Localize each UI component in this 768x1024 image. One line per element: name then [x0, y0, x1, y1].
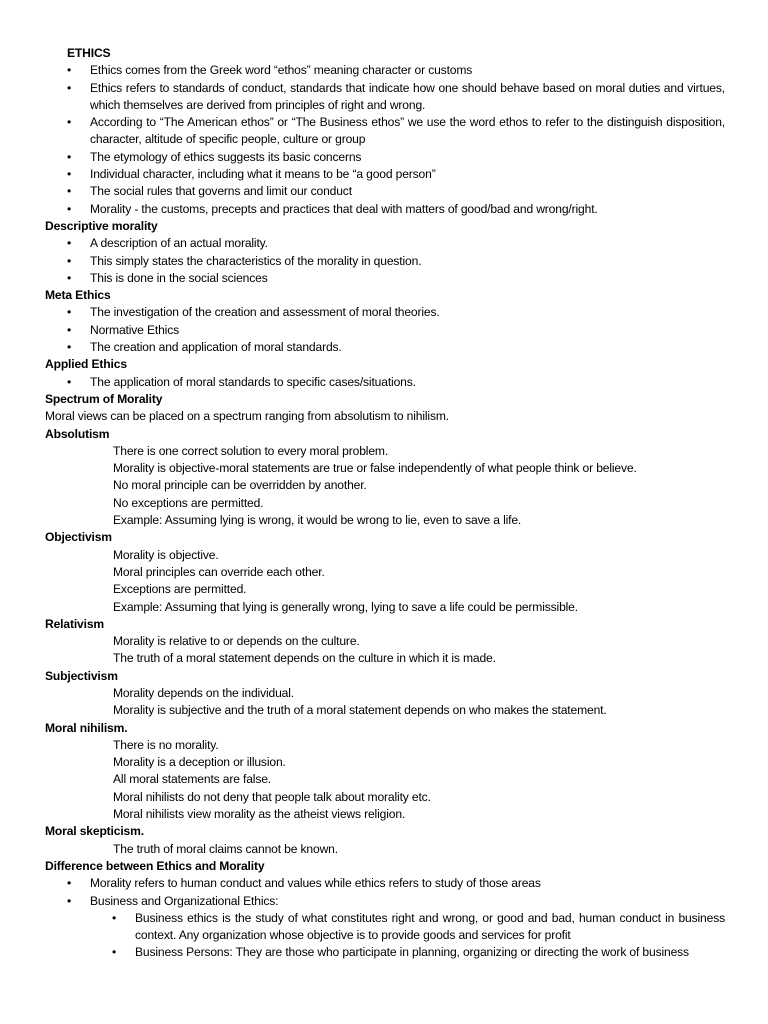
- list-item: • This is done in the social sciences: [45, 270, 725, 287]
- intro-item: • Morality - the customs, precepts and practices that deal with matters of good/bad and wrong/right.: [45, 201, 725, 218]
- intro-item: • Ethics comes from the Greek word “ethos” meaning character or customs: [45, 62, 725, 79]
- section-heading: Difference between Ethics and Morality: [45, 858, 265, 873]
- indented-line: Moral nihilists do not deny that people talk about morality etc.: [113, 789, 431, 804]
- indented-line: Morality is objective-moral statements are true or false independently of what people think or believe.: [113, 461, 637, 476]
- indented-line: Morality is relative to or depends on the culture.: [113, 634, 360, 649]
- bullet-icon: •: [67, 63, 72, 78]
- indented-line: No exceptions are permitted.: [113, 495, 264, 510]
- intro-item: • The etymology of ethics suggests its basic concerns: [45, 149, 725, 166]
- intro-item: • Individual character, including what it means to be “a good person”: [45, 166, 725, 183]
- section-heading: Objectivism: [45, 530, 112, 545]
- intro-item: • Ethics refers to standards of conduct, standards that indicate how one should behave based on moral duties and virtues, which themselves are derived from principles of right and wrong.: [67, 80, 725, 112]
- bullet-icon: •: [67, 322, 72, 337]
- document-body: [45, 45, 725, 962]
- indented-line: Example: Assuming that lying is generally wrong, lying to save a life could be permissible.: [113, 599, 578, 614]
- bullet-icon: •: [112, 910, 117, 925]
- indented-line: There is one correct solution to every moral problem.: [113, 443, 389, 458]
- section-heading: Descriptive morality: [45, 218, 158, 233]
- section-heading: Moral nihilism.: [45, 720, 128, 735]
- title: ETHICS: [67, 46, 111, 60]
- paragraph: Moral views can be placed on a spectrum ranging from absolutism to nihilism.: [45, 409, 450, 424]
- indented-line: Example: Assuming lying is wrong, it would be wrong to lie, even to save a life.: [113, 513, 522, 528]
- indented-line: The truth of a moral statement depends on the culture in which it is made.: [113, 651, 496, 666]
- indented-line: Morality is a deception or illusion.: [113, 755, 286, 770]
- list-item: • Morality refers to human conduct and values while ethics refers to study of those areas: [45, 875, 725, 892]
- section-heading: Meta Ethics: [45, 288, 111, 303]
- section-heading: Spectrum of Morality: [45, 391, 163, 406]
- indented-line: No moral principle can be overridden by another.: [113, 478, 367, 493]
- section-heading: Applied Ethics: [45, 357, 127, 372]
- intro-item: • The social rules that governs and limit our conduct: [45, 183, 725, 200]
- bullet-icon: •: [67, 149, 72, 164]
- bullet-icon: •: [67, 201, 72, 216]
- bullet-icon: •: [67, 305, 72, 320]
- bullet-icon: •: [67, 167, 72, 182]
- indented-line: Morality depends on the individual.: [113, 685, 294, 700]
- indented-line: There is no morality.: [113, 737, 219, 752]
- bullet-icon: •: [112, 945, 117, 960]
- section-heading: Moral skepticism.: [45, 824, 144, 839]
- bullet-icon: •: [67, 893, 72, 908]
- list-item: • A description of an actual morality.: [45, 235, 725, 252]
- bullet-icon: •: [67, 236, 72, 251]
- section-heading: Relativism: [45, 616, 104, 631]
- bullet-icon: •: [67, 115, 72, 130]
- list-item: • This simply states the characteristics of the morality in question.: [45, 253, 725, 270]
- bullet-icon: •: [67, 80, 72, 95]
- indented-line: Moral principles can override each other.: [113, 564, 325, 579]
- indented-line: Morality is objective.: [113, 547, 219, 562]
- list-item: • The investigation of the creation and assessment of moral theories.: [45, 304, 725, 321]
- indented-line: Morality is subjective and the truth of a moral statement depends on who makes the statement.: [113, 703, 607, 718]
- list-item: • The application of moral standards to specific cases/situations.: [45, 374, 725, 391]
- indented-line: Exceptions are permitted.: [113, 582, 247, 597]
- section-heading: Subjectivism: [45, 668, 118, 683]
- list-item: • Normative Ethics: [45, 322, 725, 339]
- indented-line: All moral statements are false.: [113, 772, 272, 787]
- intro-item: • According to “The American ethos” or “The Business ethos” we use the word ethos to refer to the distinguish disposition, character, altitude of specific people, culture or group: [67, 115, 725, 147]
- bullet-icon: •: [67, 270, 72, 285]
- indented-line: Moral nihilists view morality as the atheist views religion.: [113, 807, 406, 822]
- list-item: • Business and Organizational Ethics:: [45, 893, 725, 910]
- bullet-icon: •: [67, 374, 72, 389]
- bullet-icon: •: [67, 876, 72, 891]
- bullet-icon: •: [67, 253, 72, 268]
- section-heading: Absolutism: [45, 426, 110, 441]
- list-item: • The creation and application of moral standards.: [45, 339, 725, 356]
- sub-list-item: • Business Persons: They are those who participate in planning, organizing or directing the work of business: [45, 944, 725, 961]
- indented-line: The truth of moral claims cannot be known.: [113, 841, 338, 856]
- sub-list-item: • Business ethics is the study of what constitutes right and wrong, or good and bad, human conduct in business context. Any organization whose objective is to provide goods and services for profit: [112, 910, 725, 943]
- bullet-icon: •: [67, 340, 72, 355]
- bullet-icon: •: [67, 184, 72, 199]
